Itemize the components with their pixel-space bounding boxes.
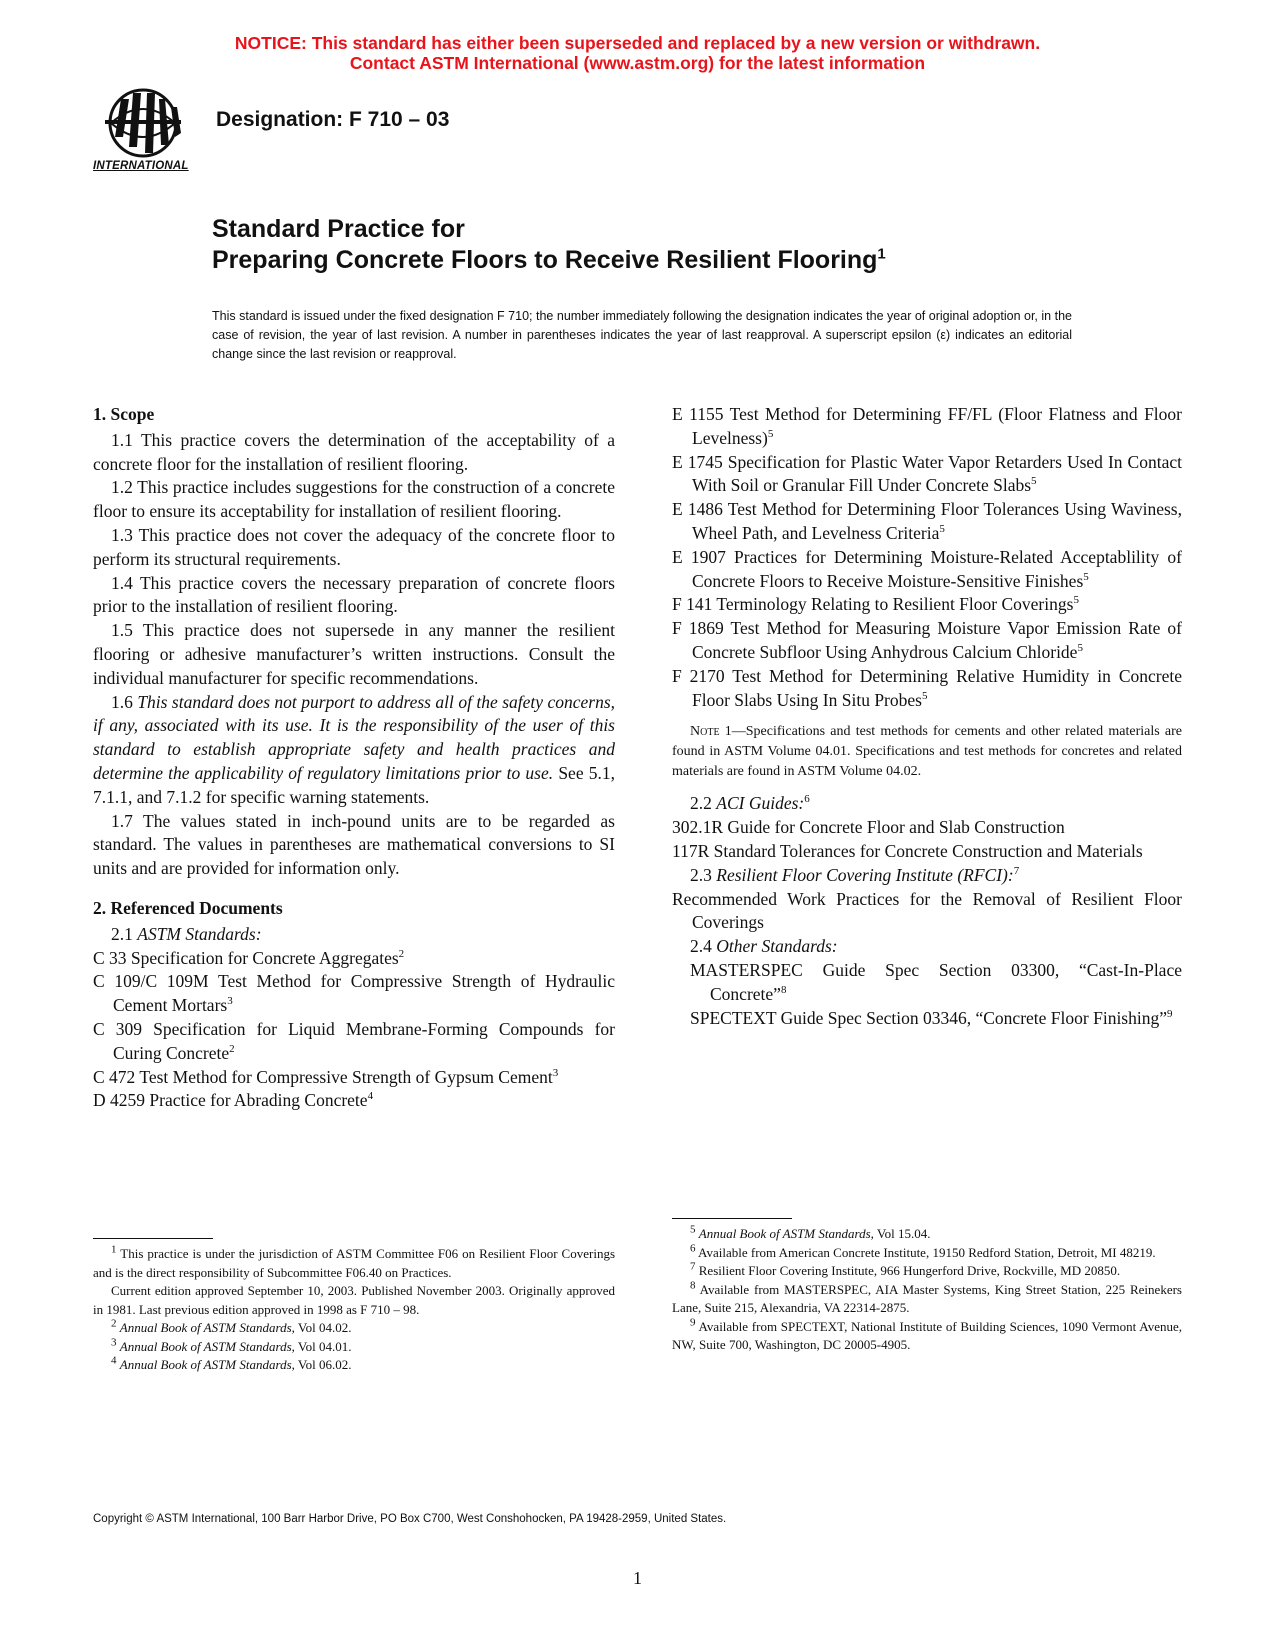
- ref-item: Recommended Work Practices for the Removal of Resilient Floor Coverings: [672, 888, 1182, 933]
- footnote-5: $^5$ Annual Book of ASTM Standards, Vol 15.04.: [690, 1223, 931, 1241]
- left-column: [93, 403, 615, 1113]
- footnote-2: $^2$ Annual Book of ASTM Standards, Vol 04.02.: [111, 1317, 352, 1335]
- footnote-6: $^6$ Available from American Concrete Institute, 19150 Redford Station, Detroit, MI 48219.: [690, 1242, 1156, 1260]
- scope-1-4: 1.4 This practice covers the necessary preparation of concrete floors prior to the installation of resilient flooring.: [93, 572, 615, 617]
- footnote-1: $^1$ This practice is under the jurisdiction of ASTM Committee F06 on Resilient Floor Coverings and is the direct responsibility of Subcommittee F06.40 on Practices.: [93, 1243, 615, 1280]
- notice-line-1: NOTICE: This standard has either been superseded and replaced by a new version or withdrawn.: [234, 33, 1041, 53]
- footnote-divider: [672, 1218, 792, 1219]
- copyright: Copyright © ASTM International, 100 Barr Harbor Drive, PO Box C700, West Conshohocken, PA 19428-2959, United States.: [93, 1513, 727, 1525]
- footnote-3: $^3$ Annual Book of ASTM Standards, Vol 04.01.: [111, 1336, 352, 1354]
- footnote-1b: Current edition approved September 10, 2003. Published November 2003. Originally approved in 1981. Last previous edition approved in 1998 as F 710 – 98.: [93, 1283, 615, 1317]
- footnote-divider: [93, 1238, 213, 1239]
- ref-item: E 1486 Test Method for Determining Floor Tolerances Using Waviness, Wheel Path, and Levelness Criteria$^5$: [672, 499, 1182, 543]
- ref-item: E 1907 Practices for Determining Moisture-Related Acceptablility of Concrete Floors to Receive Moisture-Sensitive Finishes$^5$: [672, 546, 1182, 591]
- title-line-1: Standard Practice for: [212, 215, 465, 243]
- ref-item: C 309 Specification for Liquid Membrane-Forming Compounds for Curing Concrete$^2$: [93, 1018, 615, 1063]
- ref-item: C 33 Specification for Concrete Aggregates$^2$: [93, 947, 405, 968]
- footnote-8: $^8$ Available from MASTERSPEC, AIA Master Systems, King Street Station, 225 Reinekers Lane, Suite 215, Alexandria, VA 22314-2875.: [672, 1279, 1182, 1315]
- scope-1-6: 1.6 This standard does not purport to address all of the safety concerns, if any, associated with its use. It is the responsibility of the user of this standard to establish appropriate safety and health practices and determine the applicability of regulatory limitations prior to use. See 5.1, 7.1.1, and 7.1.2 for specific warning statements.: [93, 691, 616, 807]
- scope-1-7: 1.7 The values stated in inch-pound units are to be regarded as standard. The values in parentheses are mathematical conversions to SI units and are provided for information only.: [93, 810, 615, 879]
- scope-1-1: 1.1 This practice covers the determination of the acceptability of a concrete floor for the installation of resilient flooring.: [93, 429, 615, 474]
- notice-banner: [0, 33, 1275, 73]
- title-footnote-mark: 1: [877, 245, 886, 263]
- sub-2-2: 2.2 ACI Guides:$^6$: [690, 793, 810, 814]
- issued-statement: This standard is issued under the fixed designation F 710; the number immediately following the designation indicates the year of original adoption or, in the case of revision, the year of last revision. A number in parentheses indicates the year of last reapproval. A superscript epsilon (ε) indicates an editorial change since the last revision or reapproval.: [212, 309, 1072, 361]
- designation: Designation: F 710 – 03: [216, 108, 450, 131]
- ref-item: C 109/C 109M Test Method for Compressive Strength of Hydraulic Cement Mortars$^3$: [93, 971, 615, 1016]
- ref-item: C 472 Test Method for Compressive Strength of Gypsum Cement$^3$: [93, 1066, 559, 1087]
- notice-line-2: Contact ASTM International (www.astm.org) for the latest information: [349, 53, 926, 73]
- title-line-2: [212, 245, 886, 276]
- page-number: 1: [633, 1568, 642, 1588]
- scope-heading: 1. Scope: [93, 404, 155, 424]
- ref-item: F 1869 Test Method for Measuring Moisture Vapor Emission Rate of Concrete Subfloor Using Anhydrous Calcium Chloride$^5$: [672, 618, 1182, 662]
- footnote-7: $^7$ Resilient Floor Covering Institute, 966 Hungerford Drive, Rockville, MD 20850.: [690, 1260, 1121, 1278]
- ref-item: MASTERSPEC Guide Spec Section 03300, “Cast-In-Place Concrete”$^8$: [690, 959, 1182, 1004]
- footnote-4: $^4$ Annual Book of ASTM Standards, Vol 06.02.: [111, 1354, 352, 1372]
- ref-item: E 1745 Specification for Plastic Water Vapor Retarders Used In Contact With Soil or Granular Fill Under Concrete Slabs$^5$: [672, 451, 1182, 496]
- footnote-9: $^9$ Available from SPECTEXT, National Institute of Building Sciences, 1090 Vermont Avenue, NW, Suite 700, Washington, DC 20005-4905.: [672, 1316, 1182, 1352]
- scope-1-3: 1.3 This practice does not cover the adequacy of the concrete floor to perform its structural requirements.: [93, 524, 615, 569]
- document-title: [212, 214, 886, 276]
- ref-item: F 141 Terminology Relating to Resilient Floor Coverings$^5$: [672, 594, 1079, 615]
- astm-logo-icon: [93, 87, 203, 182]
- title-main: Preparing Concrete Floors to Receive Resilient Flooring: [212, 246, 878, 274]
- ref-item: F 2170 Test Method for Determining Relative Humidity in Concrete Floor Slabs Using In Situ Probes$^5$: [672, 665, 1182, 710]
- ref-item: 302.1R Guide for Concrete Floor and Slab Construction: [672, 817, 1065, 838]
- sub-2-4: 2.4 Other Standards:: [690, 936, 838, 957]
- ref-item: D 4259 Practice for Abrading Concrete$^4$: [93, 1090, 374, 1111]
- note-1: Note 1—Specifications and test methods for cements and other related materials are found in ASTM Volume 04.01. Specifications and test methods for concretes and related materials are found in ASTM Volume 04.02.: [672, 724, 1182, 780]
- logo-text: INTERNATIONAL: [93, 160, 189, 172]
- right-column: [672, 403, 1182, 1030]
- ref-item: 117R Standard Tolerances for Concrete Construction and Materials: [672, 840, 1143, 861]
- footnotes-left: [93, 1238, 615, 1375]
- ref-item: E 1155 Test Method for Determining FF/FL (Floor Flatness and Floor Levelness)$^5$: [672, 404, 1182, 448]
- sub-2-1: 2.1 ASTM Standards:: [111, 923, 262, 944]
- footnotes-right: [672, 1218, 1182, 1355]
- safety-statement: This standard does not purport to address all of the safety concerns, if any, associated with its use. It is the responsibility of the user of this standard to establish appropriate safety and health practices and determine the applicability of regulatory limitations prior to use.: [93, 691, 616, 783]
- sub-2-3: 2.3 Resilient Floor Covering Institute (RFCI):$^7$: [690, 864, 1020, 885]
- scope-1-5: 1.5 This practice does not supersede in any manner the resilient flooring or adhesive manufacturer’s written instructions. Consult the individual manufacturer for specific recommendations.: [93, 620, 615, 688]
- references-heading: 2. Referenced Documents: [93, 897, 283, 918]
- ref-item: SPECTEXT Guide Spec Section 03346, “Concrete Floor Finishing”$^9$: [690, 1007, 1173, 1028]
- scope-1-2: 1.2 This practice includes suggestions for the construction of a concrete floor to ensure its acceptability for installation of resilient flooring.: [93, 477, 615, 522]
